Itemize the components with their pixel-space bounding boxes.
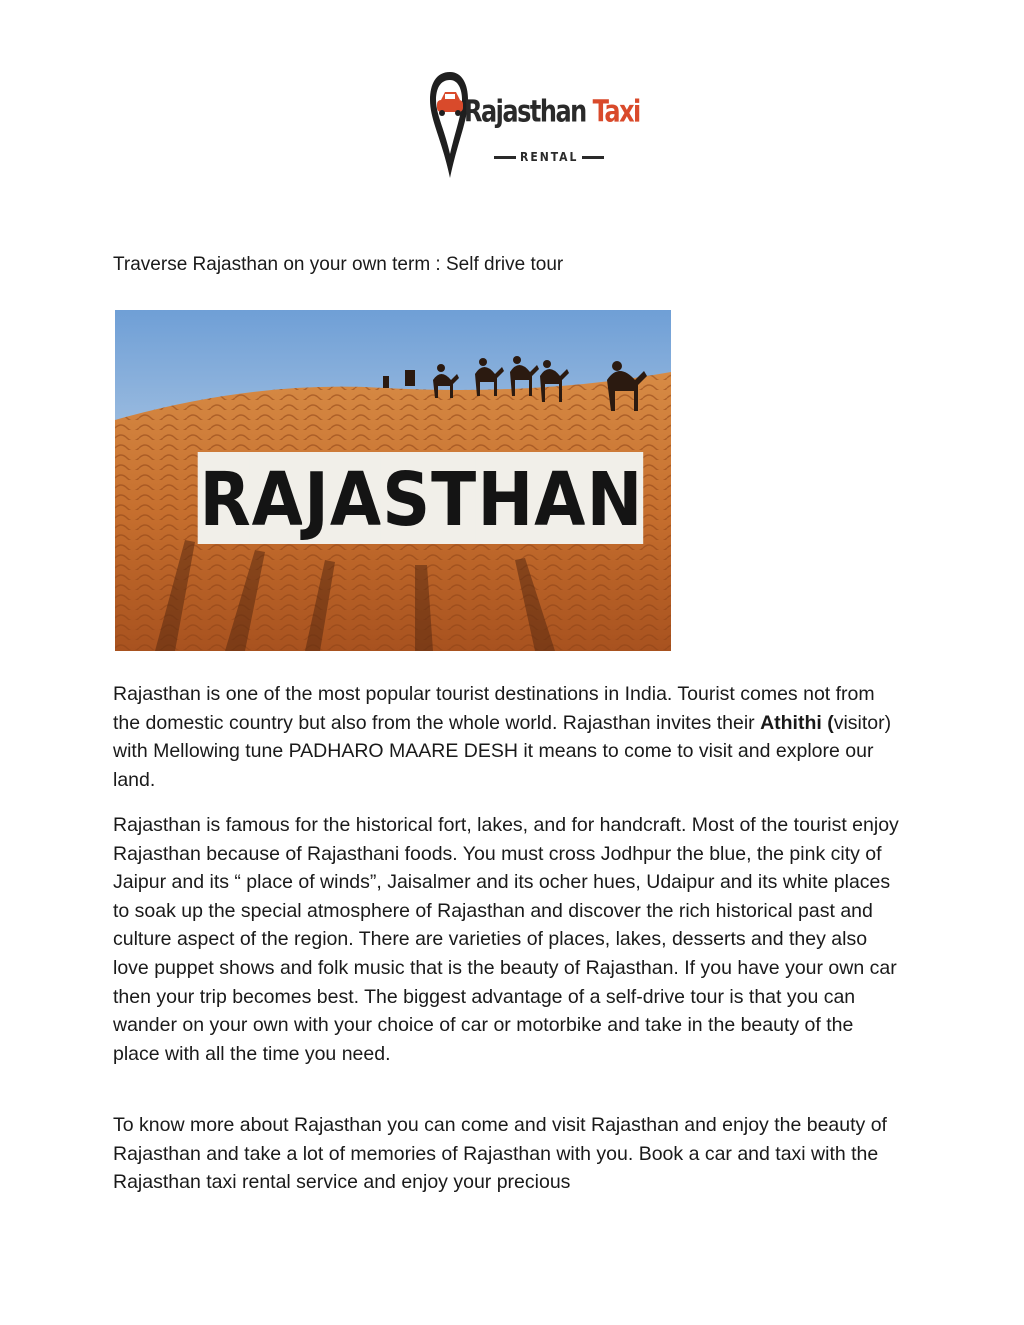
closing-paragraph: To know more about Rajasthan you can come and visit Rajasthan and enjoy the beauty of Rajasthan and take a lot of memories of Rajasthan with you. Book a car and taxi with the Rajasthan taxi rental service and enjoy your precious [113,1114,887,1194]
logo-word-accent: Taxi [592,94,640,129]
page-title: Traverse Rajasthan on your own term : Self drive tour [113,254,564,275]
hero-letter: H [476,452,534,544]
hero-letter: T [429,452,477,544]
hero-letter: A [250,452,304,544]
hero-letter: N [585,452,643,544]
intro-paragraph [113,680,903,794]
hero-rajasthan-lettering [199,452,642,544]
intro-text-part1: Rajasthan is one of the most popular tourist destinations in India. Tourist comes not from the domestic country but also from the whole world. Rajasthan invites their [113,683,875,734]
intro-text-part2: visitor) with Mellowing tune PADHARO MAARE DESH it means to come to visit and explore our land. [113,711,892,791]
rajasthan-taxi-rental-logo [428,66,640,184]
hero-letter: S [380,452,431,544]
logo-subtitle: RENTAL [490,150,608,164]
hero-letter: A [532,452,586,544]
famous-for-paragraph: Rajasthan is famous for the historical fort, lakes, and for handcraft. Most of the tourist enjoy Rajasthan because of Rajasthani foods. You must cross Jodhpur the blue, the pink city of Jaipur and its “ place of winds”, Jaisalmer and its ocher hues, Udaipur and its white places to soak up the special atmosphere of Rajasthan and discover the rich historical past and culture aspect of the region. There are varieties of places, lakes, desserts and they also love puppet shows and folk music that is the beauty of Rajasthan. If you have your own car then your trip becomes best. The biggest advantage of a self-drive tour is that you can wander on your own with your choice of car or motorbike and take in the beauty of the place with all the time you need. [113,814,899,1065]
hero-letter: A [328,452,382,544]
hero-letter: R [198,452,252,544]
hero-desert-image [115,310,671,651]
athithi-bold-text: Athithi ( [760,711,834,734]
logo-wordmark [464,94,640,129]
hero-letter: J [302,452,329,544]
logo-word-main: Rajasthan [464,94,586,129]
